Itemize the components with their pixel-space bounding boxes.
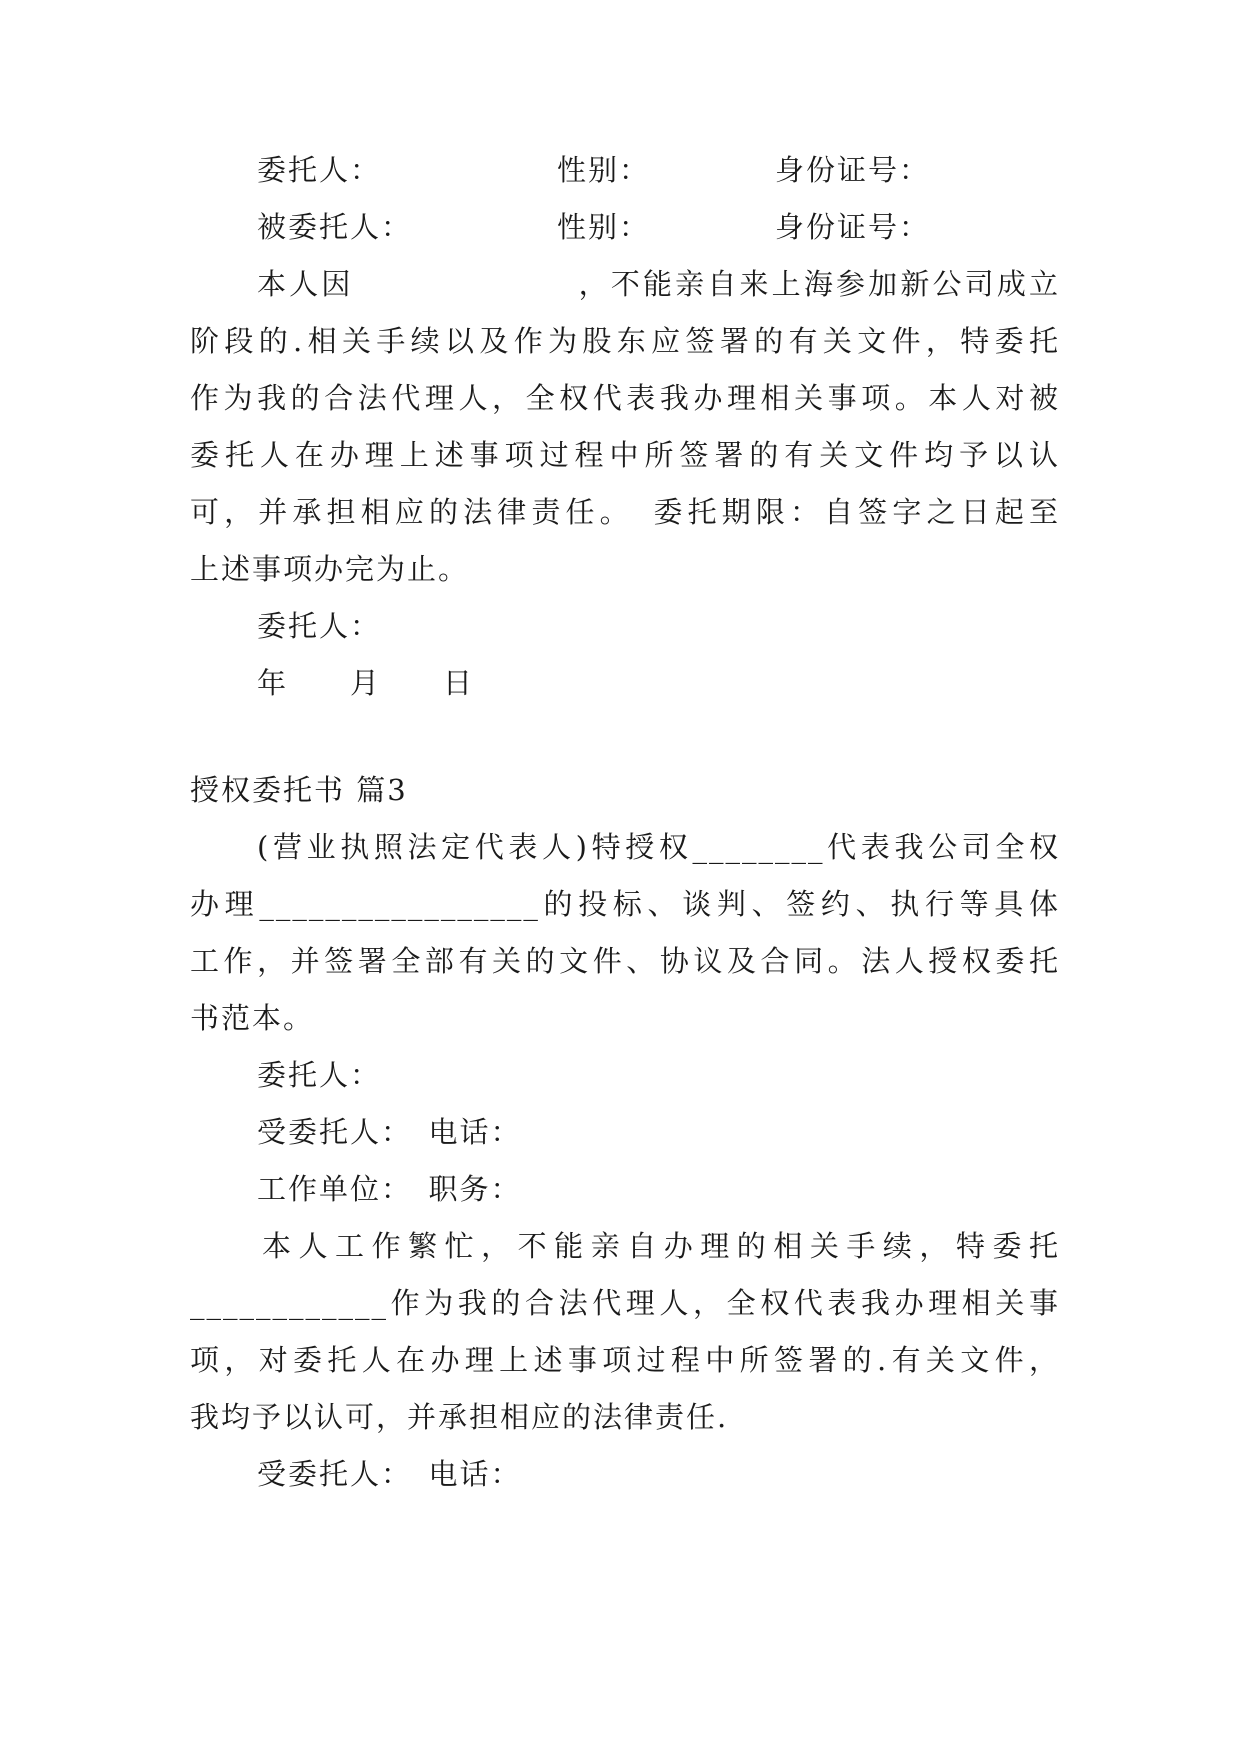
section3-paragraph-line: 工作，并签署全部有关的文件、协议及合同。法人授权委托 bbox=[190, 944, 1060, 978]
principal-label: 委托人： bbox=[257, 153, 382, 187]
principal-id-label: 身份证号： bbox=[775, 153, 931, 187]
section1-paragraph-line: 上述事项办完为止。 bbox=[190, 552, 470, 586]
section3-paragraph-line: 办理_________________的投标、谈判、签约、执行等具体 bbox=[190, 887, 1060, 921]
section3-title: 授权委托书 篇3 bbox=[190, 773, 408, 807]
agent-info-line bbox=[190, 207, 1060, 247]
agent-gender-label: 性别： bbox=[557, 210, 651, 244]
section1-paragraph-line: 作为我的合法代理人，全权代表我办理相关事项。本人对被 bbox=[190, 381, 1060, 415]
section1-date: 年 月 日 bbox=[257, 666, 475, 700]
section3-paragraph2-line: ____________作为我的合法代理人，全权代表我办理相关事 bbox=[190, 1286, 1060, 1320]
section1-signer: 委托人： bbox=[257, 609, 382, 643]
section3-paragraph2-line: 我均予以认可，并承担相应的法律责任. bbox=[190, 1400, 729, 1434]
principal-gender-label: 性别： bbox=[557, 153, 651, 187]
section3-paragraph2-line: 项，对委托人在办理上述事项过程中所签署的.有关文件， bbox=[190, 1343, 1060, 1377]
principal-info-line bbox=[190, 150, 1060, 190]
section1-paragraph-line: 本人因 ，不能亲自来上海参加新公司成立 bbox=[257, 267, 1060, 301]
section1-paragraph-line: 委托人在办理上述事项过程中所签署的有关文件均予以认 bbox=[190, 438, 1060, 472]
agent-phone-field-bottom: 受委托人： 电话： bbox=[257, 1457, 522, 1491]
agent-label: 被委托人： bbox=[257, 210, 413, 244]
employer-position-field: 工作单位： 职务： bbox=[257, 1172, 522, 1206]
section3-paragraph-line: 书范本。 bbox=[190, 1001, 315, 1035]
principal-field: 委托人： bbox=[257, 1058, 382, 1092]
section3-paragraph2-line: 本人工作繁忙，不能亲自办理的相关手续，特委托 bbox=[262, 1229, 1060, 1263]
section1-paragraph-line: 阶段的.相关手续以及作为股东应签署的有关文件，特委托 bbox=[190, 324, 1060, 358]
agent-phone-field: 受委托人： 电话： bbox=[257, 1115, 522, 1149]
agent-id-label: 身份证号： bbox=[775, 210, 931, 244]
section1-paragraph-line: 可，并承担相应的法律责任。 委托期限：自签字之日起至 bbox=[190, 495, 1060, 529]
section3-paragraph-line: (营业执照法定代表人)特授权________代表我公司全权 bbox=[257, 830, 1060, 864]
